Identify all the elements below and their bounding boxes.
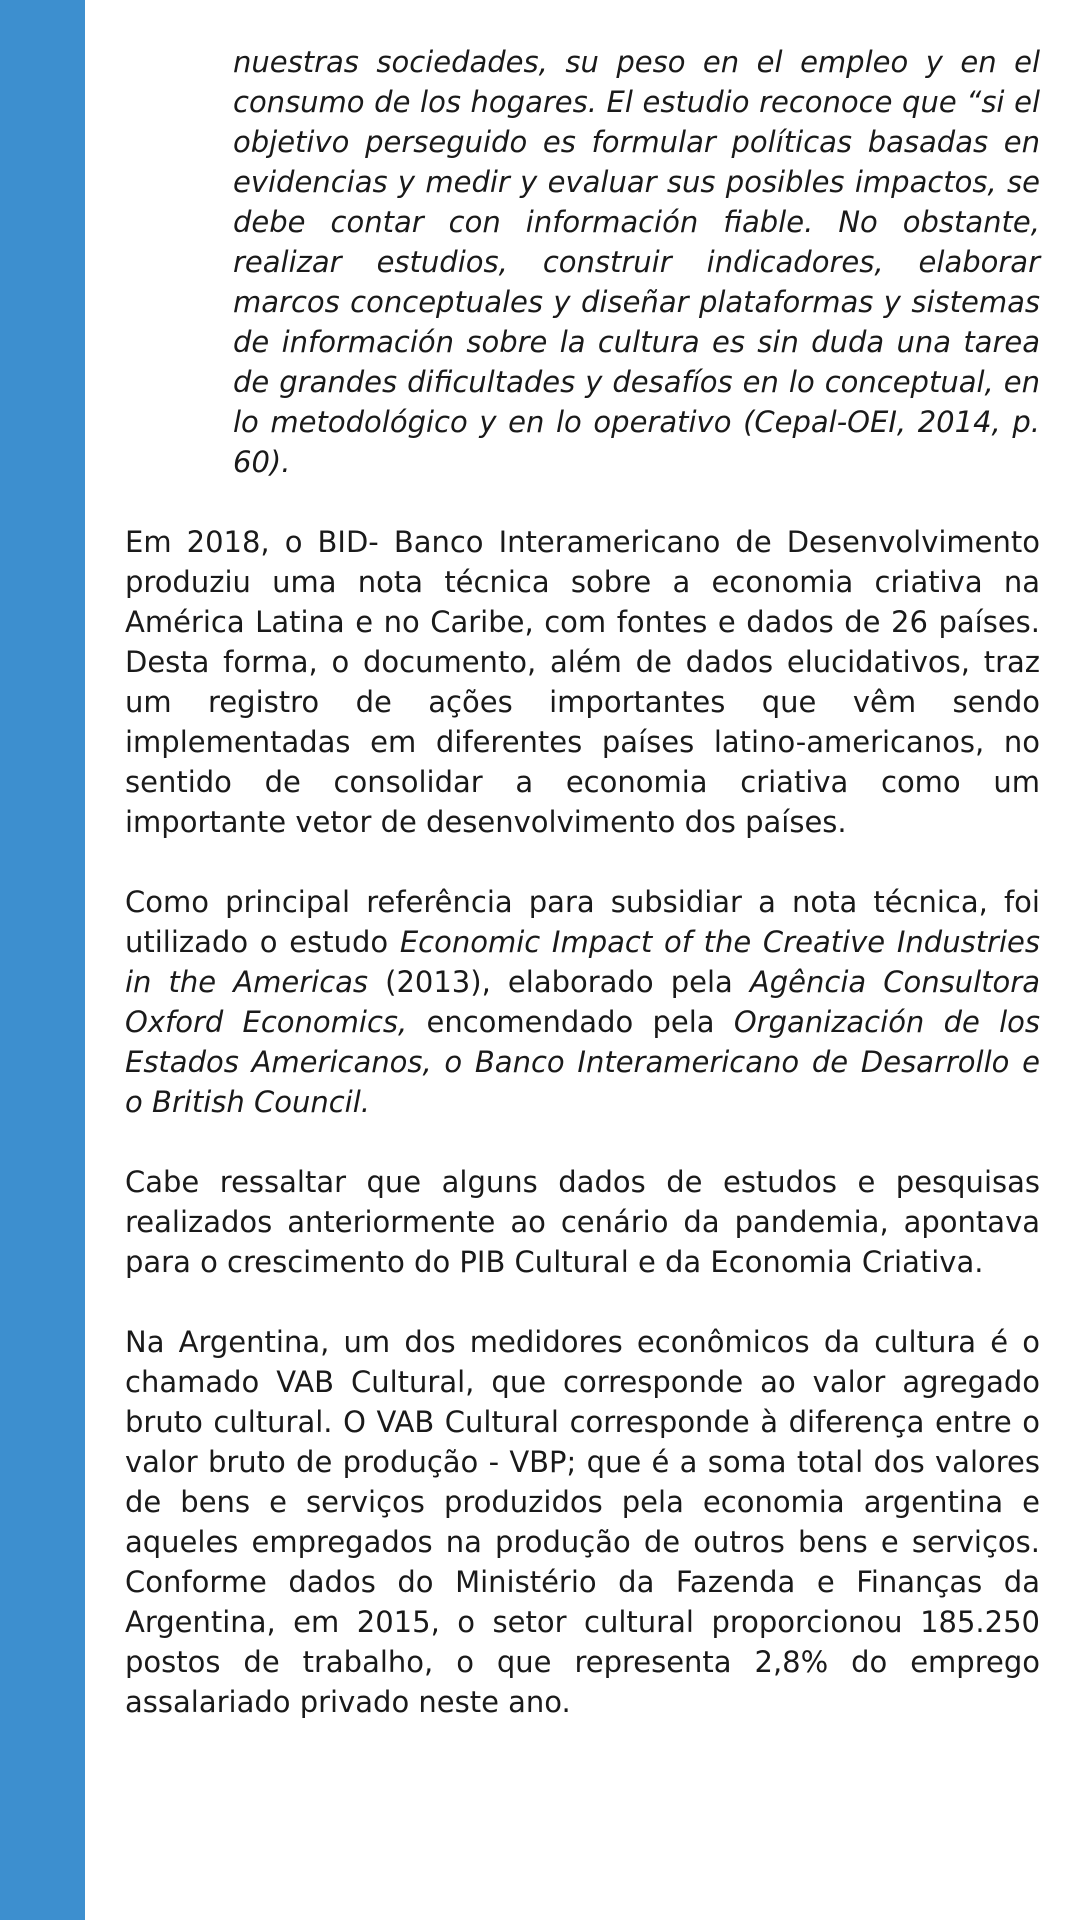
reference-text-2: (2013), elaborado pela [368,965,750,999]
paragraph-bid: Em 2018, o BID- Banco Interamericano de Desenvolvimento produziu uma nota técnica sobre a economia criativa na América Latina e no Caribe, com fontes e dados de 26 países. Desta forma, o documento, além de dados elucidativos, traz um registro de ações importantes que vêm sendo implementadas em diferentes países latino-americanos, no sentido de consolidar a economia criativa como um importante vetor de desenvolvimento dos países. [125,525,1040,839]
page-content [125,42,1040,1762]
paragraph-argentina: Na Argentina, um dos medidores econômicos da cultura é o chamado VAB Cultural, que corresponde ao valor agregado bruto cultural. O VAB Cultural corresponde à diferença entre o valor bruto de produção - VBP; que é a soma total dos valores de bens e serviços produzidos pela economia argentina e aqueles empregados na produção de outros bens e serviços. Conforme dados do Ministério da Fazenda e Finanças da Argentina, em 2015, o setor cultural proporcionou 185.250 postos de trabalho, o que representa 2,8% do emprego assalariado privado neste ano. [125,1325,1040,1719]
paragraph-reference [125,882,1040,1122]
reference-study-title: Economic Impact of the Creative Industries in the Americas [125,925,1040,999]
reference-agency: Agência Consultora Oxford Economics, [125,965,1040,1039]
reference-organizations: Organización de los Estados Americanos, o Banco Interamericano de Desarrollo e o British Council. [125,1005,1040,1119]
paragraph-pandemic: Cabe ressaltar que alguns dados de estudos e pesquisas realizados anteriormente ao cenário da pandemia, apontava para o crescimento do PIB Cultural e da Economia Criativa. [125,1165,1040,1279]
reference-text-1: Como principal referência para subsidiar a nota técnica, foi utilizado o estudo [125,885,1040,959]
block-quote: nuestras sociedades, su peso en el empleo y en el consumo de los hogares. El estudio reconoce que “si el objetivo perseguido es formular políticas basadas en evidencias y medir y evaluar sus posibles impactos, se debe contar con información fiable. No obstante, realizar estudios, construir indicadores, elaborar marcos conceptuales y diseñar plataformas y sistemas de información sobre la cultura es sin duda una tarea de grandes dificultades y desafíos en lo conceptual, en lo metodológico y en lo operativo (Cepal-OEI, 2014, p. 60). [233,45,1040,479]
reference-text-3: encomendado pela [407,1005,734,1039]
page-side-bar [0,0,85,1920]
